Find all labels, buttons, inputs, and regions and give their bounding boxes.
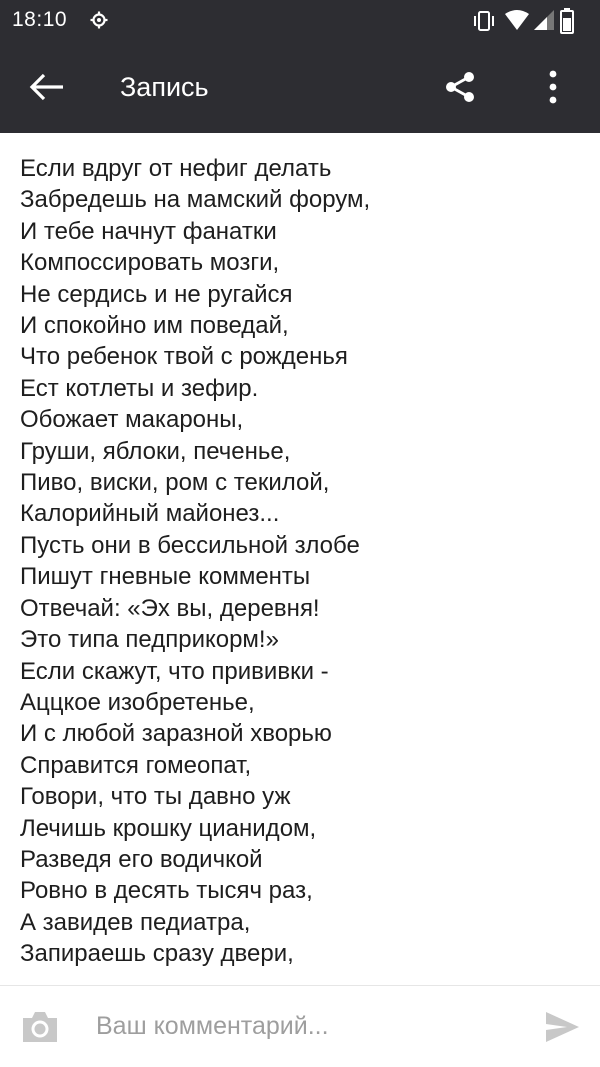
send-button[interactable] <box>542 1008 582 1046</box>
wifi-icon <box>504 10 530 32</box>
post-line: Лечишь крошку цианидом, <box>20 814 317 842</box>
comment-input[interactable] <box>96 1006 516 1046</box>
post-line: А завидев педиатра, <box>20 908 251 936</box>
status-bar <box>0 0 600 42</box>
more-options-button[interactable] <box>530 64 576 110</box>
app-bar <box>0 42 600 133</box>
post-line: Запираешь сразу двери, <box>20 940 294 968</box>
vibrate-icon <box>472 10 496 32</box>
post-line: Компоссировать мозги, <box>20 249 280 277</box>
share-button[interactable] <box>434 64 486 110</box>
post-line: Справится гомеопат, <box>20 751 252 779</box>
more-vert-icon <box>548 70 558 104</box>
camera-icon <box>20 1008 60 1046</box>
post-line: Забредешь на мамский форум, <box>20 186 371 214</box>
post-body <box>0 133 600 985</box>
back-button[interactable] <box>20 64 74 110</box>
post-line: Ест котлеты и зефир. <box>20 374 259 402</box>
post-line: Отвечай: «Эх вы, деревня! <box>20 594 320 622</box>
post-line: И тебе начнут фанатки <box>20 217 277 245</box>
post-line: Пусть они в бессильной злобе <box>20 531 360 559</box>
post-line: Обожает макароны, <box>20 406 244 434</box>
comment-bar <box>0 985 600 1067</box>
battery-icon <box>560 8 574 34</box>
signal-icon <box>532 10 556 32</box>
post-line: Аццкое изобретенье, <box>20 688 255 716</box>
back-arrow-icon <box>29 72 65 102</box>
send-icon <box>542 1008 582 1046</box>
post-line: И с любой заразной хворью <box>20 720 332 748</box>
post-line: И спокойно им поведай, <box>20 312 289 340</box>
post-line: Если скажут, что прививки - <box>20 657 329 685</box>
post-line: Говори, что ты давно уж <box>20 783 291 811</box>
post-line: Груши, яблоки, печенье, <box>20 437 291 465</box>
post-line: Разведя его водичкой <box>20 845 263 873</box>
settings-gear-icon <box>90 11 108 29</box>
post-line: Это типа педприкорм!» <box>20 626 279 654</box>
post-line: Что ребенок твой с рожденья <box>20 343 348 371</box>
attach-photo-button[interactable] <box>20 1008 60 1046</box>
page-title: Запись <box>120 72 209 102</box>
post-line: Если вдруг от нефиг делать <box>20 155 332 182</box>
post-text <box>0 133 600 970</box>
share-icon <box>443 70 477 104</box>
post-line: Калорийный майонез... <box>20 500 280 528</box>
status-time: 18:10 <box>12 8 68 31</box>
post-line: Ровно в десять тысяч раз, <box>20 877 313 905</box>
post-line: Пиво, виски, ром с текилой, <box>20 469 330 497</box>
post-line: Не сердись и не ругайся <box>20 280 293 308</box>
post-line: Пишут гневные комменты <box>20 563 311 591</box>
